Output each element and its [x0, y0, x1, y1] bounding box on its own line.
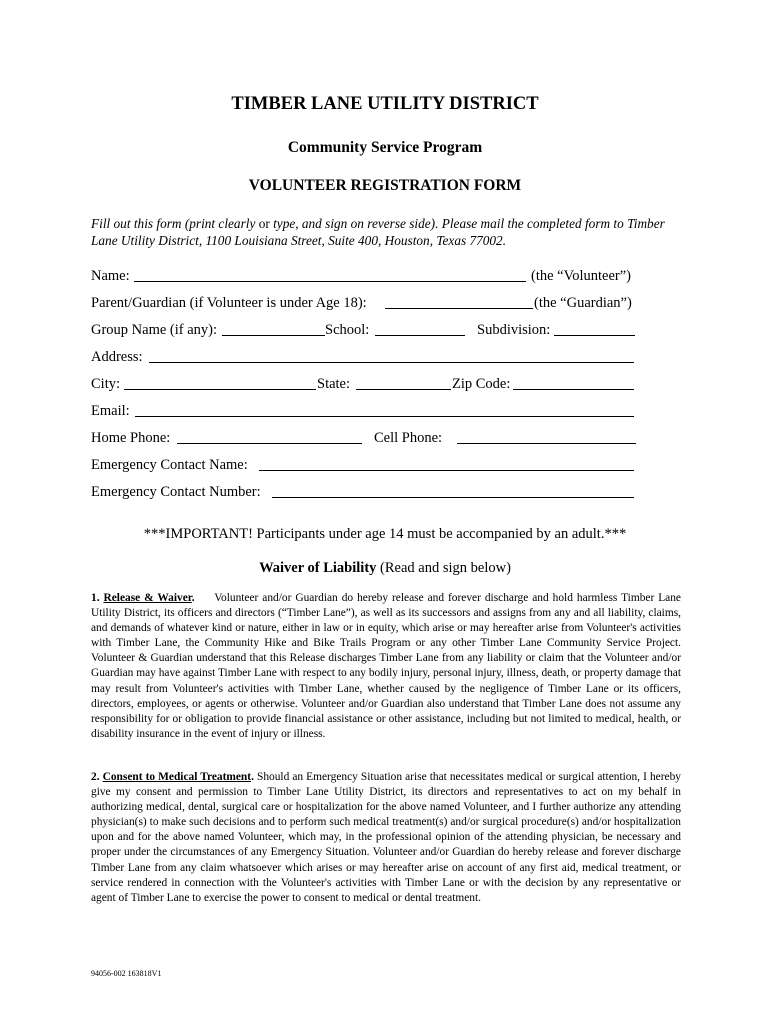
- email-field[interactable]: [135, 416, 634, 417]
- address-field[interactable]: [149, 362, 634, 363]
- school-field[interactable]: [375, 335, 465, 336]
- home-phone-field[interactable]: [177, 443, 362, 444]
- address-label: Address:: [91, 349, 143, 365]
- city-field[interactable]: [124, 389, 316, 390]
- form-title: VOLUNTEER REGISTRATION FORM: [248, 177, 522, 194]
- state-field[interactable]: [356, 389, 451, 390]
- emergency-number-row: [91, 482, 651, 502]
- cell-phone-field[interactable]: [457, 443, 636, 444]
- address-row: [91, 347, 651, 367]
- home-phone-label: Home Phone:: [91, 430, 171, 446]
- subdivision-field[interactable]: [554, 335, 635, 336]
- guardian-suffix: (the “Guardian”): [534, 295, 632, 311]
- emergency-name-field[interactable]: [259, 470, 634, 471]
- school-label: School:: [325, 322, 370, 338]
- group-label: Group Name (if any):: [91, 322, 218, 338]
- email-label: Email:: [91, 403, 130, 419]
- name-suffix: (the “Volunteer”): [531, 268, 631, 284]
- city-label: City:: [91, 376, 121, 392]
- guardian-field[interactable]: [385, 308, 533, 309]
- release-waiver-paragraph: 1. Release & Waiver. Volunteer and/or Guardian do hereby release and forever discharge and hold harmless Timber Lane Utility District, its officers and directors (“Timber Lane”), as well as its successors and assigns from any and all liability, claims, and demands of whatever kind or nature, either in law or in equity, which arise or may hereafter arise from Volunteer's activities with Timber Lane, the Community Hike and Bike Trails Program or any other Timber Lane Community Service Project. Volunteer & Guardian understand that this Release discharges Timber Lane from any liability or claim that the Volunteer and/or Guardian may have against Timber Lane with respect to any bodily injury, personal injury, illness, death, or property damage that may result from Volunteer's activities with Timber Lane, whether caused by the negligence of Timber Lane or its officers, directors, employees, or agents or otherwise. Volunteer and/or Guardian also understand that Timber Lane does not assume any responsibility for or obligation to provide financial assistance or other assistance, including but not limited to medical, health, or disability insurance in the event of injury or illness.: [91, 592, 681, 740]
- group-field[interactable]: [222, 335, 325, 336]
- emergency-name-row: [91, 455, 651, 475]
- emergency-name-label: Emergency Contact Name:: [91, 457, 248, 473]
- guardian-row: [91, 293, 651, 313]
- document-id: 94056-002 163818V1: [91, 969, 162, 978]
- zip-label: Zip Code:: [452, 376, 511, 392]
- cell-phone-label: Cell Phone:: [374, 430, 443, 446]
- instructions: Fill out this form (print clearly or type, and sign on reverse side). Please mail the completed form to Timber Lane Utility District, 1100 Louisiana Street, Suite 400, Houston, Texas 77002.: [91, 216, 665, 248]
- name-row: [91, 266, 651, 286]
- name-label: Name:: [91, 268, 130, 284]
- guardian-label: Parent/Guardian (if Volunteer is under Age 18):: [91, 295, 367, 311]
- name-field[interactable]: [134, 281, 526, 282]
- city-row: [91, 374, 651, 394]
- medical-consent-paragraph: 2. Consent to Medical Treatment. Should an Emergency Situation arise that necessitates medical or surgical attention, I hereby give my consent and permission to Timber Lane Utility District, its directors and representatives to act on my behalf in authorizing medical, dental, surgical care or hospitalization for the above named Volunteer, and I further authorize any attending physician(s) to make such decisions and to perform such medical treatment(s) and/or surgical procedure(s) and/or hospitalization upon and for the above named Volunteer, which may, in the professional opinion of the attending physician, be necessary and proper under the circumstances of any Emergency Situation. Volunteer and/or Guardian do hereby release and forever discharge Timber Lane from any claim whatsoever which arises or may hereafter arise on account of any first aid, medical treatment, or service rendered in connection with the Volunteer's activities with Timber Lane or with the decision by any representative or agent of Timber Lane to exercise the power to consent to medical or dental treatment.: [91, 771, 681, 904]
- state-label: State:: [317, 376, 351, 392]
- important-notice: ***IMPORTANT! Participants under age 14 must be accompanied by an adult.***: [143, 526, 627, 542]
- email-row: [91, 401, 651, 421]
- zip-field[interactable]: [513, 389, 634, 390]
- org-title: TIMBER LANE UTILITY DISTRICT: [231, 94, 539, 114]
- phone-row: [91, 428, 651, 448]
- emergency-number-field[interactable]: [272, 497, 634, 498]
- medical-consent-heading: Consent to Medical Treatment: [102, 771, 252, 783]
- waiver-title: Waiver of Liability (Read and sign below): [259, 560, 511, 576]
- subdivision-label: Subdivision:: [477, 322, 551, 338]
- group-row: [91, 320, 651, 340]
- program-title: Community Service Program: [287, 139, 483, 156]
- release-waiver-heading: Release & Waiver: [103, 592, 192, 604]
- emergency-number-label: Emergency Contact Number:: [91, 484, 261, 500]
